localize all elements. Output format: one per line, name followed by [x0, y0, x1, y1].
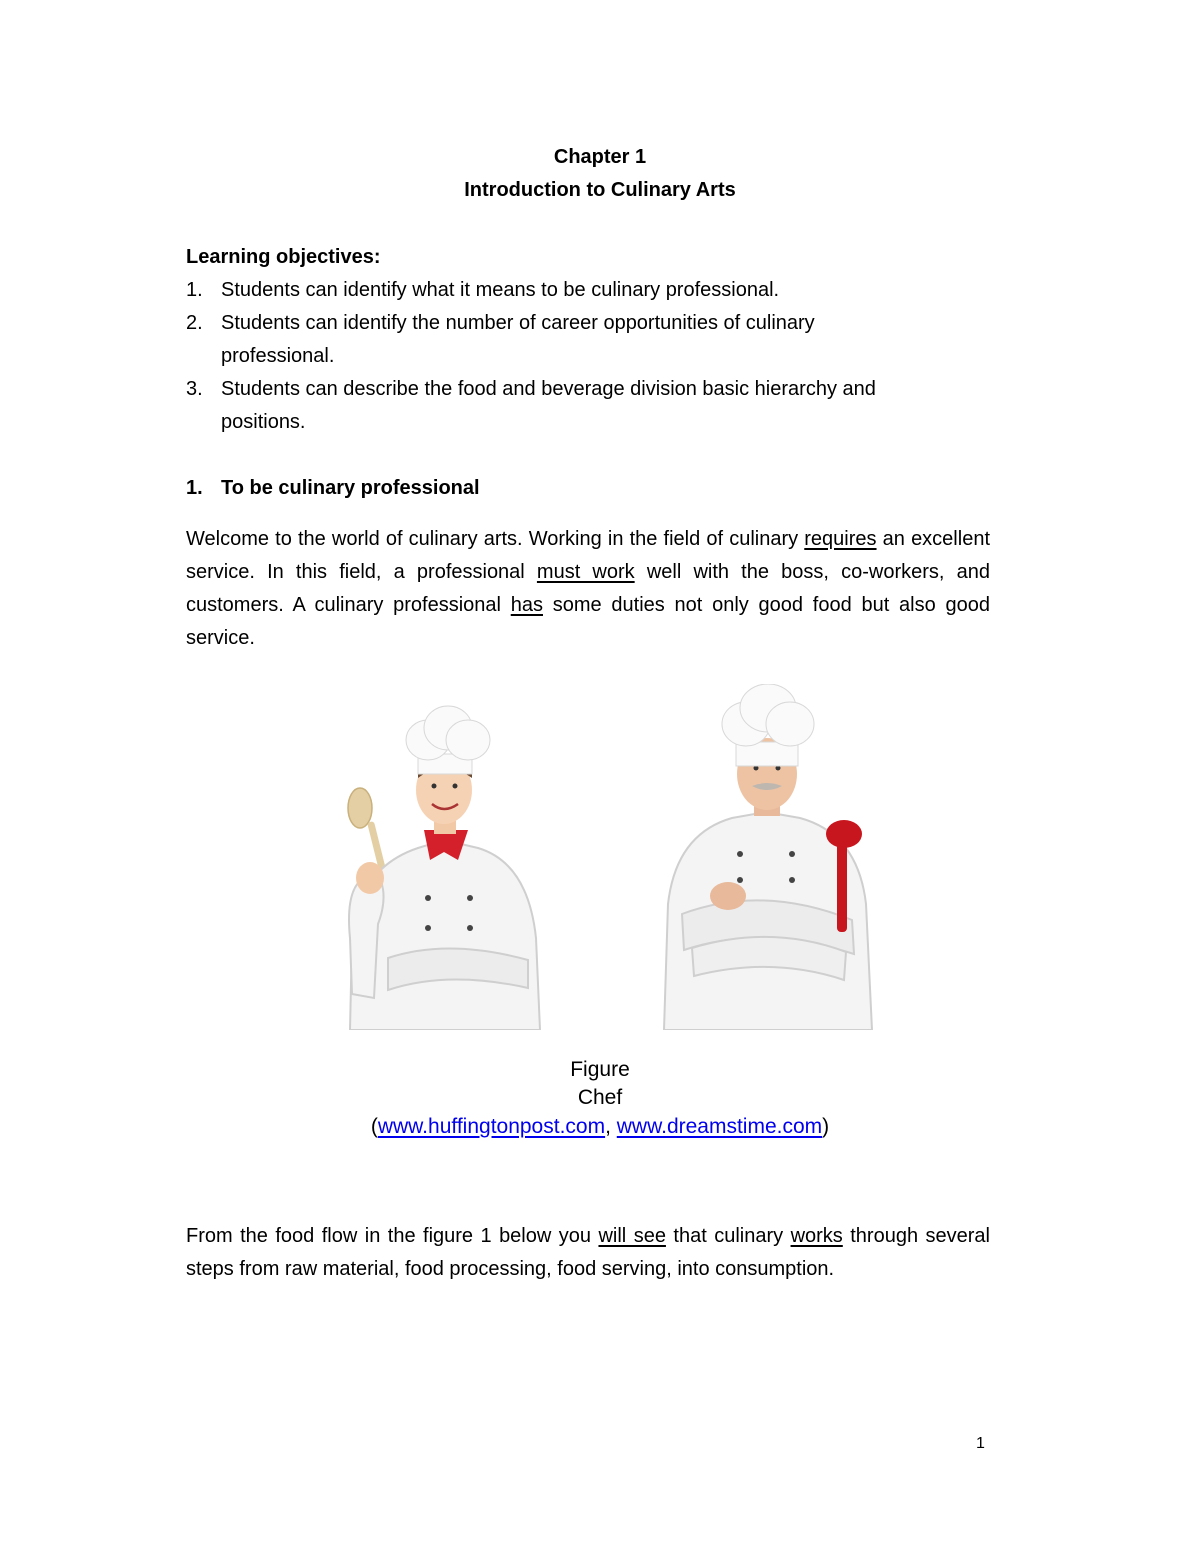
- objective-text-continued: professional.: [221, 345, 335, 367]
- objective-number: 3.: [186, 378, 203, 400]
- paragraph-text: through several steps from raw material, food processing, food serving, into consumption.: [186, 1225, 990, 1280]
- chapter-label: Chapter 1: [553, 146, 647, 168]
- underlined-word: must work: [536, 561, 635, 583]
- objective-text: Students can identify what it means to be culinary professional.: [221, 279, 780, 301]
- food-flow-paragraph: [186, 1220, 990, 1286]
- paragraph-text: well with the boss, co-workers, and customers. A culinary professional: [186, 561, 990, 616]
- female-chef-image: [278, 698, 610, 1030]
- chapter-title: Introduction to Culinary Arts: [464, 179, 736, 201]
- source-link-huffingtonpost[interactable]: www.huffingtonpost.com: [377, 1115, 606, 1138]
- source-link-dreamstime[interactable]: www.dreamstime.com: [616, 1115, 823, 1138]
- page-number: 1: [976, 1435, 985, 1452]
- objective-text: Students can identify the number of career opportunities of culinary: [221, 312, 815, 334]
- objective-text-continued: positions.: [221, 411, 306, 433]
- section-number: 1.: [186, 477, 203, 499]
- objective-number: 2.: [186, 312, 203, 334]
- underlined-word: requires: [804, 528, 877, 550]
- source-paren: ): [822, 1115, 830, 1138]
- objective-text: Students can describe the food and beverage division basic hierarchy and: [221, 378, 876, 400]
- underlined-word: has: [510, 594, 543, 616]
- paragraph-text: an excellent service. In this field, a professional: [186, 528, 990, 583]
- paragraph-text: that culinary: [665, 1225, 791, 1247]
- objective-number: 1.: [186, 279, 203, 301]
- intro-paragraph: [186, 523, 990, 655]
- underlined-word: will see: [598, 1225, 666, 1247]
- paragraph-text: From the food flow in the figure 1 below you: [186, 1225, 599, 1247]
- figure-label: Figure: [570, 1058, 630, 1081]
- section-heading: To be culinary professional: [221, 477, 480, 499]
- underlined-word: works: [790, 1225, 843, 1247]
- figure-caption: Chef: [577, 1086, 623, 1109]
- male-chef-image: [632, 684, 900, 1030]
- objectives-heading: Learning objectives:: [186, 246, 381, 268]
- paragraph-text: some duties not only good food but also good service.: [186, 594, 990, 649]
- source-separator: ,: [605, 1115, 617, 1138]
- source-paren: (: [370, 1115, 378, 1138]
- paragraph-text: Welcome to the world of culinary arts. Working in the field of culinary: [186, 528, 805, 550]
- figure-source: [0, 1113, 1200, 1141]
